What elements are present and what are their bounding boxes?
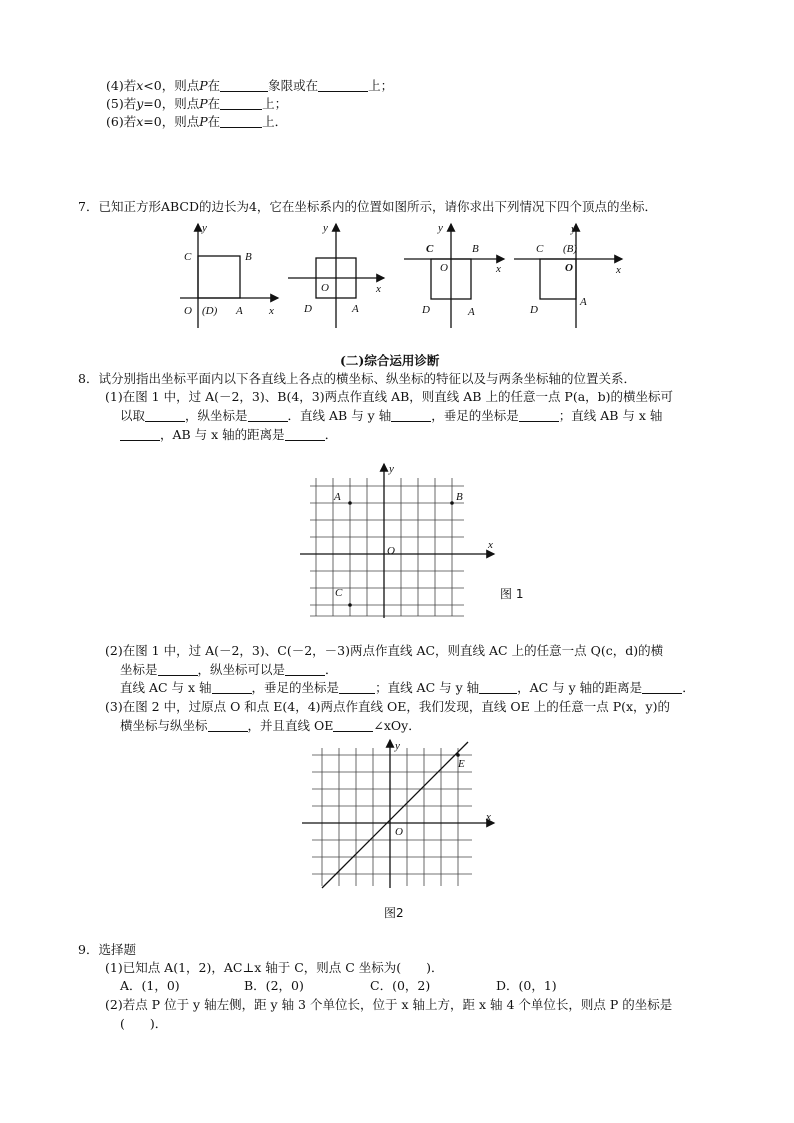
- q8-part2-line3: 直线 AC 与 x 轴 ，垂足的坐标是 ；直线 AC 与 y 轴 ，AC 与 y 轴的距离是 ．: [120, 680, 695, 695]
- fig2-label-y: y: [395, 740, 400, 752]
- answer-blank: [220, 115, 262, 128]
- q8-part2-line2: 坐标是 ，纵坐标可以是 ．: [120, 662, 338, 677]
- q6-line-6: (6)若x=0，则点P在 上．: [106, 114, 288, 129]
- q8-part2-line1: (2)在图 1 中，过 A(－2，3)、C(－2，－3)两点作直线 AC，则直线 AC 上的任意一点 Q(c，d)的横: [105, 643, 664, 658]
- answer-blank: [212, 681, 252, 694]
- fig3-label-x: x: [496, 263, 501, 275]
- fig1-label-b: B: [456, 491, 463, 503]
- fig4-label-b: (B): [563, 243, 578, 255]
- q9-subq2-line1: (2)若点 P 位于 y 轴左侧，距 y 轴 3 个单位长，位于 x 轴上方，距 x 轴 4 个单位长，则点 P 的坐标是: [105, 997, 673, 1012]
- q9-option-a: A．(1，0): [120, 978, 180, 993]
- fig4-label-y: y: [571, 223, 576, 235]
- fig1-label-o: O: [387, 545, 395, 557]
- q8-part1-line2: 以取 ，纵坐标是 ．直线 AB 与 y 轴 ，垂足的坐标是 ；直线 AB 与 x 轴: [120, 408, 663, 423]
- q9-subq2-line2: ( )．: [120, 1016, 168, 1031]
- fig2-label-d: D: [304, 303, 312, 315]
- q8-figure-2: [298, 736, 500, 892]
- answer-blank: [479, 681, 517, 694]
- fig2-label-o: O: [395, 826, 403, 838]
- fig3-label-d: D: [422, 304, 430, 316]
- q8-intro: 8．试分别指出坐标平面内以下各直线上各点的横坐标、纵坐标的特征以及与两条坐标轴的位置关系．: [78, 371, 636, 386]
- answer-blank: [519, 409, 559, 422]
- fig1-label-o: O: [184, 305, 192, 317]
- fig2-line-oe: [322, 742, 468, 888]
- q8-part1-line3: ，AB 与 x 轴的距离是 ．: [120, 427, 337, 443]
- fig1-label-x: x: [269, 305, 274, 317]
- fig1-label-x: x: [488, 539, 493, 551]
- answer-blank: [339, 681, 375, 694]
- q7-text: 7．已知正方形ABCD的边长为4，它在坐标系内的位置如图所示，请你求出下列情况下四个顶点的坐标．: [78, 199, 657, 214]
- fig1-point-c: [348, 603, 352, 607]
- answer-blank: [391, 409, 431, 422]
- figure-2-caption: 图2: [384, 906, 404, 920]
- answer-blank: [158, 663, 198, 676]
- answer-blank: [220, 79, 268, 92]
- fig2-label-o: O: [321, 282, 329, 294]
- fig4-label-c: C: [536, 243, 544, 255]
- fig2-label-y: y: [323, 222, 328, 234]
- figure-1-caption: 图 1: [500, 587, 524, 601]
- fig2-label-x: x: [486, 811, 491, 823]
- q8-part1-line1: (1)在图 1 中，过 A(－2，3)、B(4，3)两点作直线 AB，则直线 AB 上的任意一点 P(a，b)的横坐标可: [105, 389, 674, 404]
- fig4-label-x: x: [616, 264, 621, 276]
- q6-line-4: (4)若x<0，则点P在 象限或在 上；: [106, 78, 394, 93]
- answer-blank: [285, 663, 325, 676]
- q7-figures: [170, 218, 640, 330]
- q8-part3-line2: 横坐标与纵坐标 ，并且直线 OE ∠xOy．: [120, 718, 421, 733]
- fig1-label-c: C: [184, 251, 192, 263]
- fig2-label-a: A: [352, 303, 359, 315]
- fig1-label-b: B: [245, 251, 252, 263]
- answer-blank: [285, 428, 325, 441]
- fig3-label-c: C: [426, 243, 434, 255]
- fig3-label-b: B: [472, 243, 479, 255]
- q9-title: 9．选择题: [78, 942, 136, 957]
- q9-option-b: B．(2，0): [244, 978, 304, 993]
- fig3-label-a: A: [468, 306, 475, 318]
- answer-blank: [145, 409, 185, 422]
- fig1-label-c: C: [335, 587, 343, 599]
- fig1-label-y: y: [202, 222, 207, 234]
- answer-blank: [220, 97, 262, 110]
- q9-subq1: (1)已知点 A(1，2)，AC⊥x 轴于 C，则点 C 坐标为( )．: [105, 960, 444, 975]
- fig2-label-x: x: [376, 283, 381, 295]
- fig4-label-o: O: [565, 262, 573, 274]
- fig1-label-a: A: [334, 491, 341, 503]
- q9-option-c: C．(0，2): [370, 978, 431, 993]
- answer-blank: [120, 428, 160, 441]
- fig3-label-o: O: [440, 262, 448, 274]
- answer-blank: [208, 719, 248, 732]
- answer-blank: [248, 409, 288, 422]
- answer-blank: [642, 681, 682, 694]
- fig2-grid: [312, 748, 472, 886]
- q9-option-d: D．(0，1): [496, 978, 557, 993]
- fig1-label-d: (D): [202, 305, 218, 317]
- fig1-point-a: [348, 501, 352, 505]
- fig2-point-e: [456, 753, 460, 757]
- fig1-square: [198, 256, 240, 298]
- q8-part3-line1: (3)在图 2 中，过原点 O 和点 E(4，4)两点作直线 OE，我们发现，直线 OE 上的任意一点 P(x，y)的: [105, 699, 670, 714]
- fig4-label-a: A: [580, 296, 587, 308]
- fig1-label-a: A: [236, 305, 243, 317]
- fig4-label-d: D: [530, 304, 538, 316]
- q6-line-5: (5)若y=0，则点P在 上；: [106, 96, 288, 111]
- section-title: (二)综合运用诊断: [340, 353, 440, 368]
- fig1-point-b: [450, 501, 454, 505]
- fig3-label-y: y: [438, 222, 443, 234]
- fig1-label-y: y: [389, 463, 394, 475]
- answer-blank: [318, 79, 368, 92]
- fig2-label-e: E: [458, 758, 465, 770]
- answer-blank: [333, 719, 373, 732]
